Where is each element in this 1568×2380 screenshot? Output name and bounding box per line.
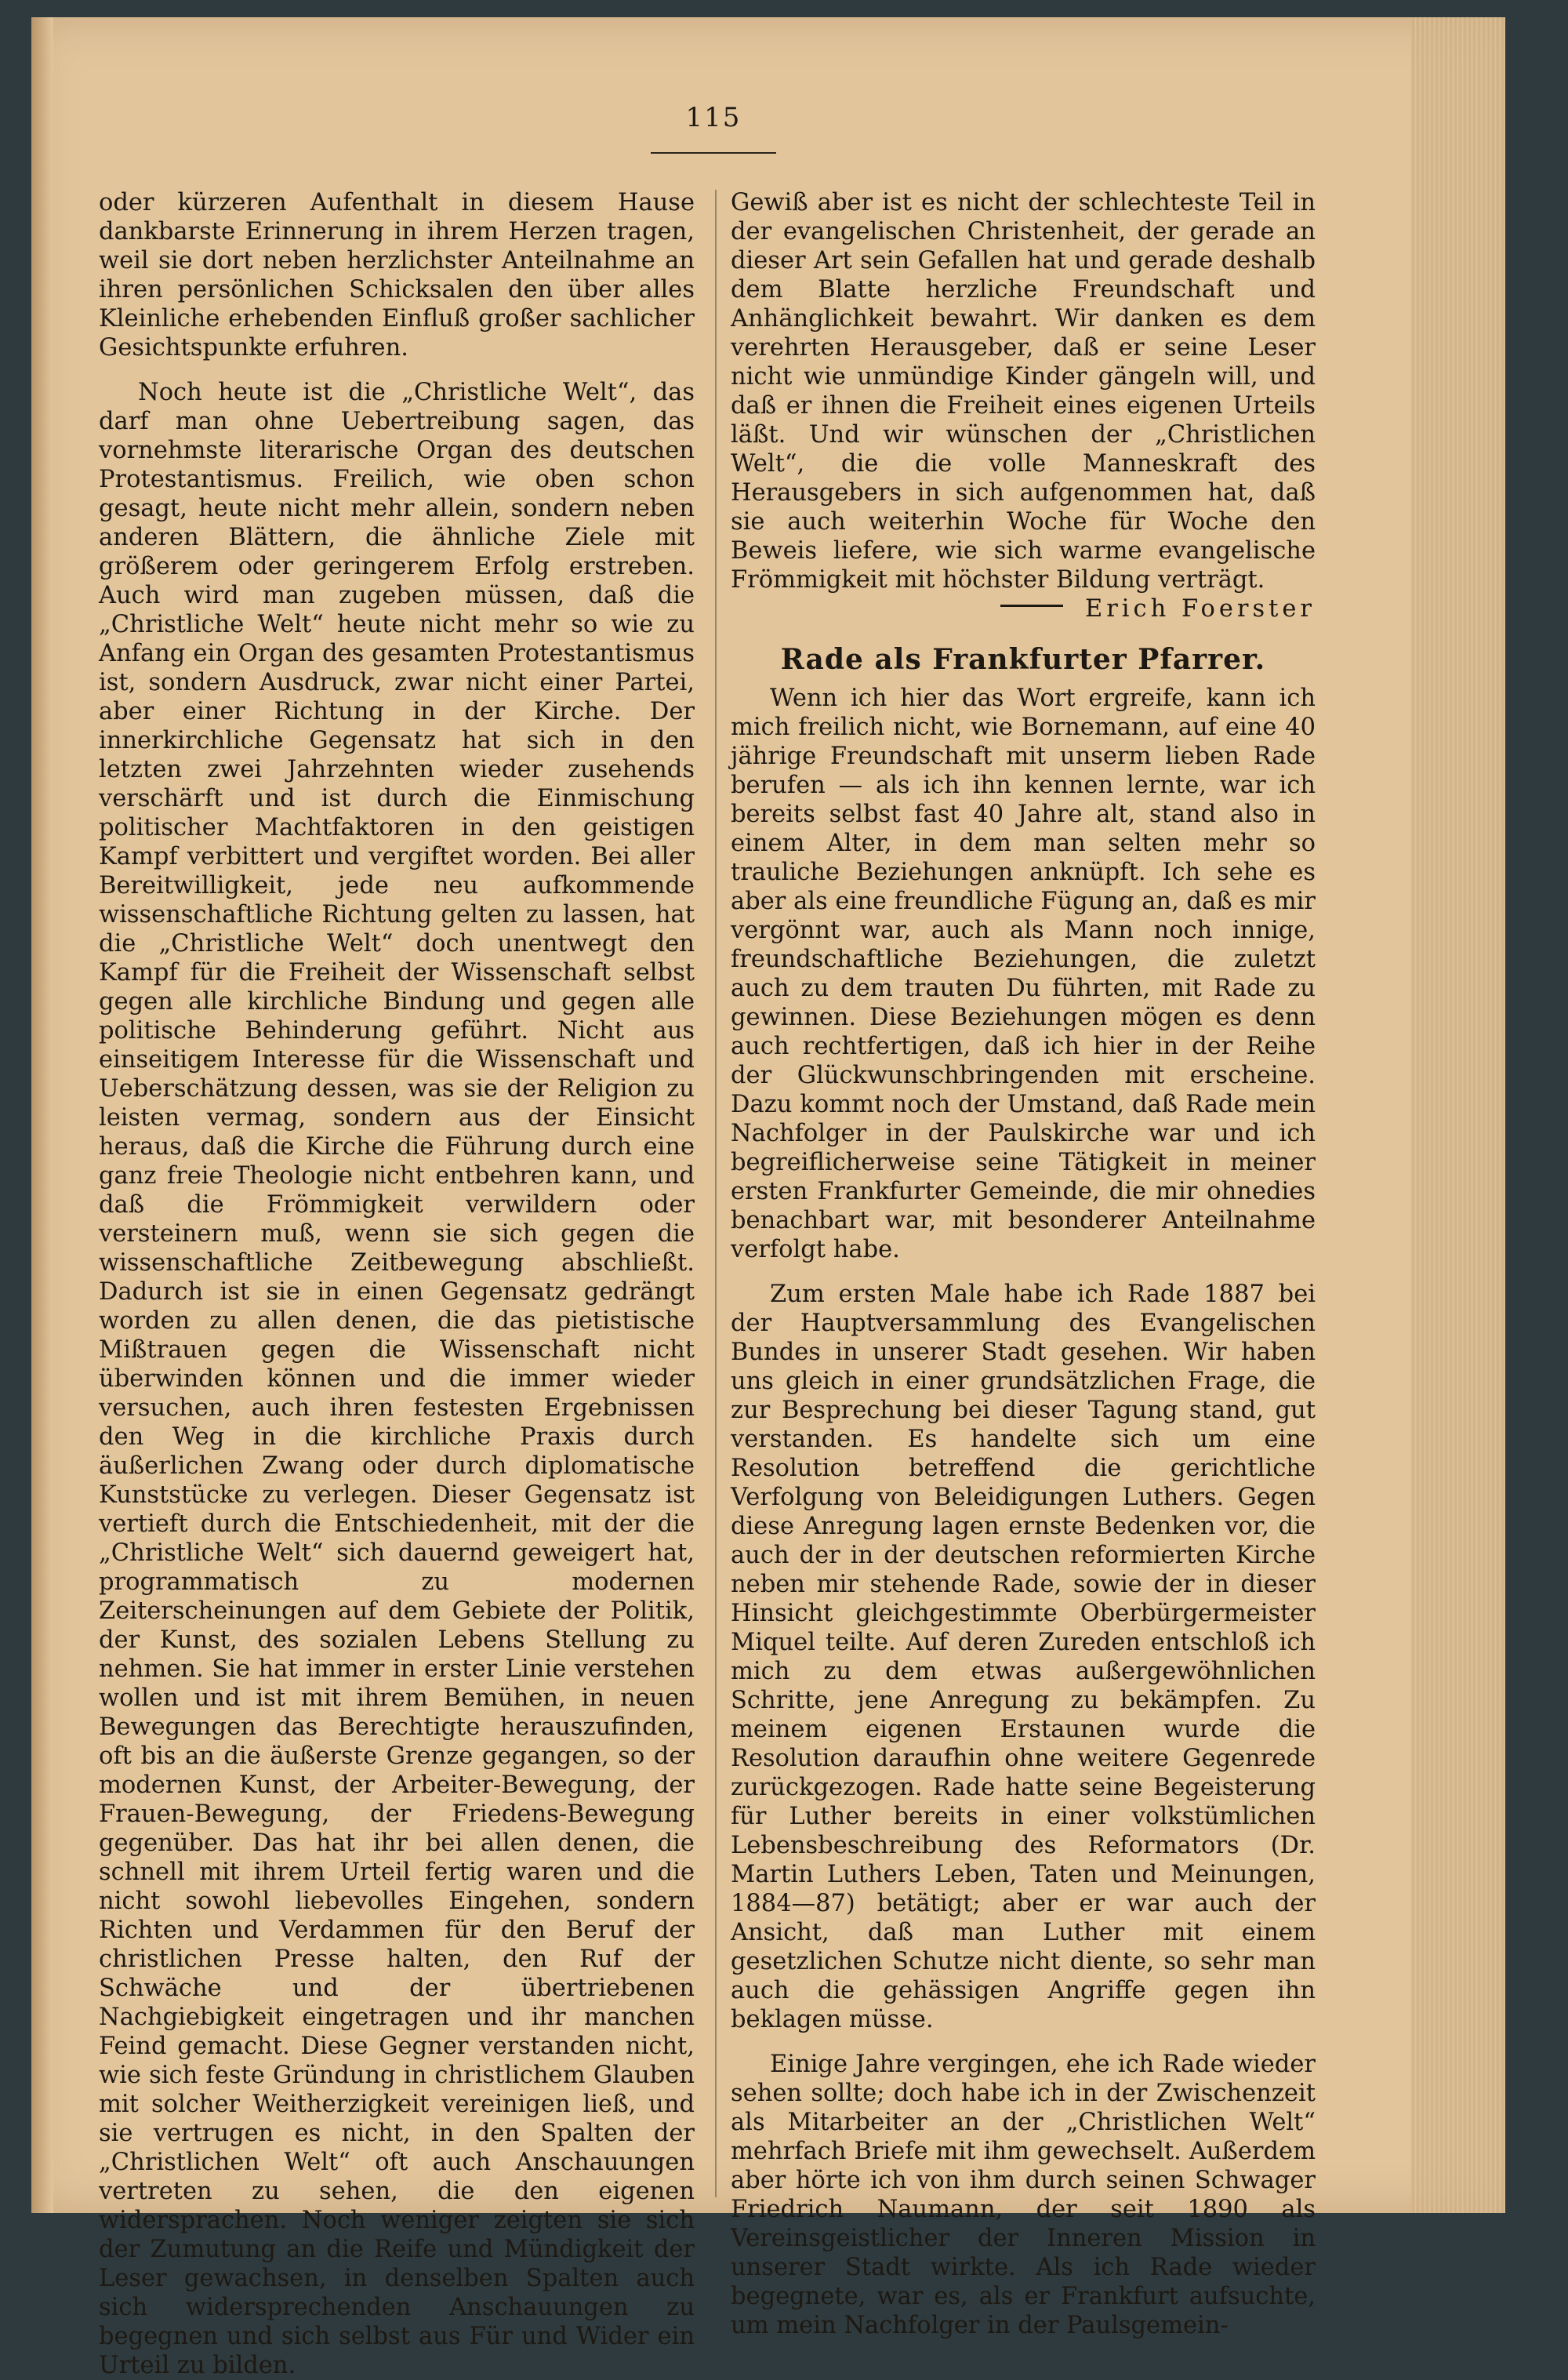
left-paragraph-1: oder kürzeren Aufenthalt in diesem Hause dankbarste Erinnerung in ihrem Herzen tragen, weil sie dort neben herzlichster Anteilnahme an ihren persönlichen Schicksalen den über alles Kleinliche erhebenden Einfluß großer sachlicher Gesichtspunkte erfuhren. xyxy=(99,189,695,362)
page-gutter xyxy=(31,17,53,2213)
signature-rule xyxy=(1000,605,1063,607)
page-number-rule xyxy=(651,152,776,154)
article-title: Rade als Frankfurter Pfarrer. xyxy=(780,643,1266,676)
book-page xyxy=(31,17,1505,2379)
page-edge-stack xyxy=(1411,17,1505,2213)
column-divider xyxy=(715,190,717,2197)
signature-row xyxy=(731,594,1316,623)
author-signature: Erich Foerster xyxy=(1084,595,1316,623)
right-paragraph-1: Wenn ich hier das Wort ergreife, kann ich mich freilich nicht, wie Bornemann, auf eine 40 jährige Freundschaft mit unserm lieben Rade berufen — als ich ihn kennen lernte, war ich bereits selbst fast 40 Jahre alt, stand also in einem Alter, in dem man selten mehr so trauliche Beziehungen anknüpft. Ich sehe es aber als eine freundliche Fügung an, daß es mir vergönnt war, auch als Mann noch innige, freundschaftliche Beziehungen, die zuletzt auch zu dem trauten Du führten, mit Rade zu gewinnen. Diese Beziehungen mögen es denn auch rechtfertigen, daß ich hier in der Reihe der Glückwunschbringenden mit erscheine. Dazu kommt noch der Umstand, daß Rade mein Nachfolger in der Paulskirche war und ich begreiflicherweise seine Tätigkeit in meiner ersten Frankfurter Gemeinde, die mir ohnedies benachbart war, mit besonderer Anteilnahme verfolgt habe. xyxy=(731,685,1316,1263)
right-column xyxy=(731,188,1316,2340)
left-column xyxy=(99,188,695,2380)
right-paragraph-2: Zum ersten Male habe ich Rade 1887 bei der Hauptversammlung des Evangelischen Bundes in unserer Stadt gesehen. Wir haben uns gleich in einer grundsätzlichen Frage, die zur Besprechung bei dieser Tagung stand, gut verstanden. Es handelte sich um eine Resolution betreffend die gerichtliche Verfolgung von Beleidigungen Luthers. Gegen diese Anregung lagen ernste Bedenken vor, die auch der in der deutschen reformierten Kirche neben mir stehende Rade, sowie der in dieser Hinsicht gleichgestimmte Oberbürgermeister Miquel teilte. Auf deren Zureden entschloß ich mich zu dem etwas außergewöhnlichen Schritte, jene Anregung zu bekämpfen. Zu meinem eigenen Erstaunen wurde die Resolution daraufhin ohne weitere Gegenrede zurückgezogen. Rade hatte seine Begeisterung für Luther bereits in einer volkstümlichen Lebensbeschreibung des Reformators (Dr. Martin Luthers Leben, Taten und Meinungen, 1884—87) betätigt; aber er war auch der Ansicht, daß man Luther mit einem gesetzlichen Schutze nicht diente, so sehr man auch die gehässigen Angriffe gegen ihn beklagen müsse. xyxy=(731,1281,1316,2033)
page-number: 115 xyxy=(685,102,742,133)
right-intro-paragraph: Gewiß aber ist es nicht der schlechteste Teil in der evangelischen Christenheit, der gerade an dieser Art sein Gefallen hat und gerade deshalb dem Blatte herzliche Freundschaft und Anhänglichkeit bewahrt. Wir danken es dem verehrten Herausgeber, daß er seine Leser nicht wie unmündige Kinder gängeln will, und daß er ihnen die Freiheit eines eigenen Urteils läßt. Und wir wünschen der „Christlichen Welt“, die die volle Manneskraft des Herausgebers in sich aufgenommen hat, daß sie auch weiterhin Woche für Woche den Beweis liefere, wie sich warme evangelische Frömmigkeit mit höchster Bildung verträgt. xyxy=(731,189,1316,594)
right-paragraph-3: Einige Jahre vergingen, ehe ich Rade wieder sehen sollte; doch habe ich in der Zwischenzeit als Mitarbeiter an der „Christlichen Welt“ mehrfach Briefe mit ihm gewechselt. Außerdem aber hörte ich von ihm durch seinen Schwager Friedrich Naumann, der seit 1890 als Vereinsgeistlicher der Inneren Mission in unserer Stadt wirkte. Als ich Rade wieder begegnete, war es, als er Frankfurt aufsuchte, um mein Nachfolger in der Paulsgemein- xyxy=(731,2051,1316,2339)
left-paragraph-2: Noch heute ist die „Christliche Welt“, das darf man ohne Uebertreibung sagen, das vornehmste literarische Organ des deutschen Protestantismus. Freilich, wie oben schon gesagt, heute nicht mehr allein, sondern neben anderen Blättern, die ähnliche Ziele mit größerem oder geringerem Erfolg erstreben. Auch wird man zugeben müssen, daß die „Christliche Welt“ heute nicht mehr so wie zu Anfang ein Organ des gesamten Protestantismus ist, sondern Ausdruck, zwar nicht einer Partei, aber einer Richtung in der Kirche. Der innerkirchliche Gegensatz hat sich in den letzten zwei Jahrzehnten wieder zusehends verschärft und ist durch die Einmischung politischer Machtfaktoren in den geistigen Kampf verbittert und vergiftet worden. Bei aller Bereitwilligkeit, jede neu aufkommende wissenschaftliche Richtung gelten zu lassen, hat die „Christliche Welt“ doch unentwegt den Kampf für die Freiheit der Wissenschaft selbst gegen alle kirchliche Bindung und gegen alle politische Behinderung geführt. Nicht aus einseitigem Interesse für die Wissenschaft und Ueberschätzung dessen, was sie der Religion zu leisten vermag, sondern aus der Einsicht heraus, daß die Kirche die Führung durch eine ganz freie Theologie nicht entbehren kann, und daß die Frömmigkeit verwildern oder versteinern muß, wenn sie sich gegen die wissenschaftliche Zeitbewegung abschließt. Dadurch ist sie in einen Gegensatz gedrängt worden zu allen denen, die das pietistische Mißtrauen gegen die Wissenschaft nicht überwinden können und die immer wieder versuchen, auch ihren festesten Ergebnissen den Weg in die kirchliche Praxis durch äußerlichen Zwang oder durch diplomatische Kunststücke zu verlegen. Dieser Gegensatz ist vertieft durch die Entschiedenheit, mit der die „Christliche Welt“ sich dauernd geweigert hat, programmatisch zu modernen Zeiterscheinungen auf dem Gebiete der Politik, der Kunst, des sozialen Lebens Stellung zu nehmen. Sie hat immer in erster Linie verstehen wollen und ist mit ihrem Bemühen, in neuen Bewegungen das Berechtigte herauszufinden, oft bis an die äußerste Grenze gegangen, so der modernen Kunst, der Arbeiter-Bewegung, der Frauen-Bewegung, der Friedens-Bewegung gegenüber. Das hat ihr bei allen denen, die schnell mit ihrem Urteil fertig waren und die nicht sowohl liebevolles Eingehen, sondern Richten und Verdammen für den Beruf der christlichen Presse halten, den Ruf der Schwäche und der übertriebenen Nachgiebigkeit eingetragen und ihr manchen Feind gemacht. Diese Gegner verstanden nicht, wie sich feste Gründung in christlichem Glauben mit solcher Weitherzigkeit vereinigen ließ, und sie vertrugen es nicht, in den Spalten der „Christlichen Welt“ oft auch Anschauungen vertreten zu sehen, die den eigenen widersprachen. Noch weniger zeigten sie sich der Zumutung an die Reife und Mündigkeit der Leser gewachsen, in denselben Spalten auch sich widersprechenden Anschauungen zu begegnen und sich selbst aus Für und Wider ein Urteil zu bilden. xyxy=(99,379,695,2379)
